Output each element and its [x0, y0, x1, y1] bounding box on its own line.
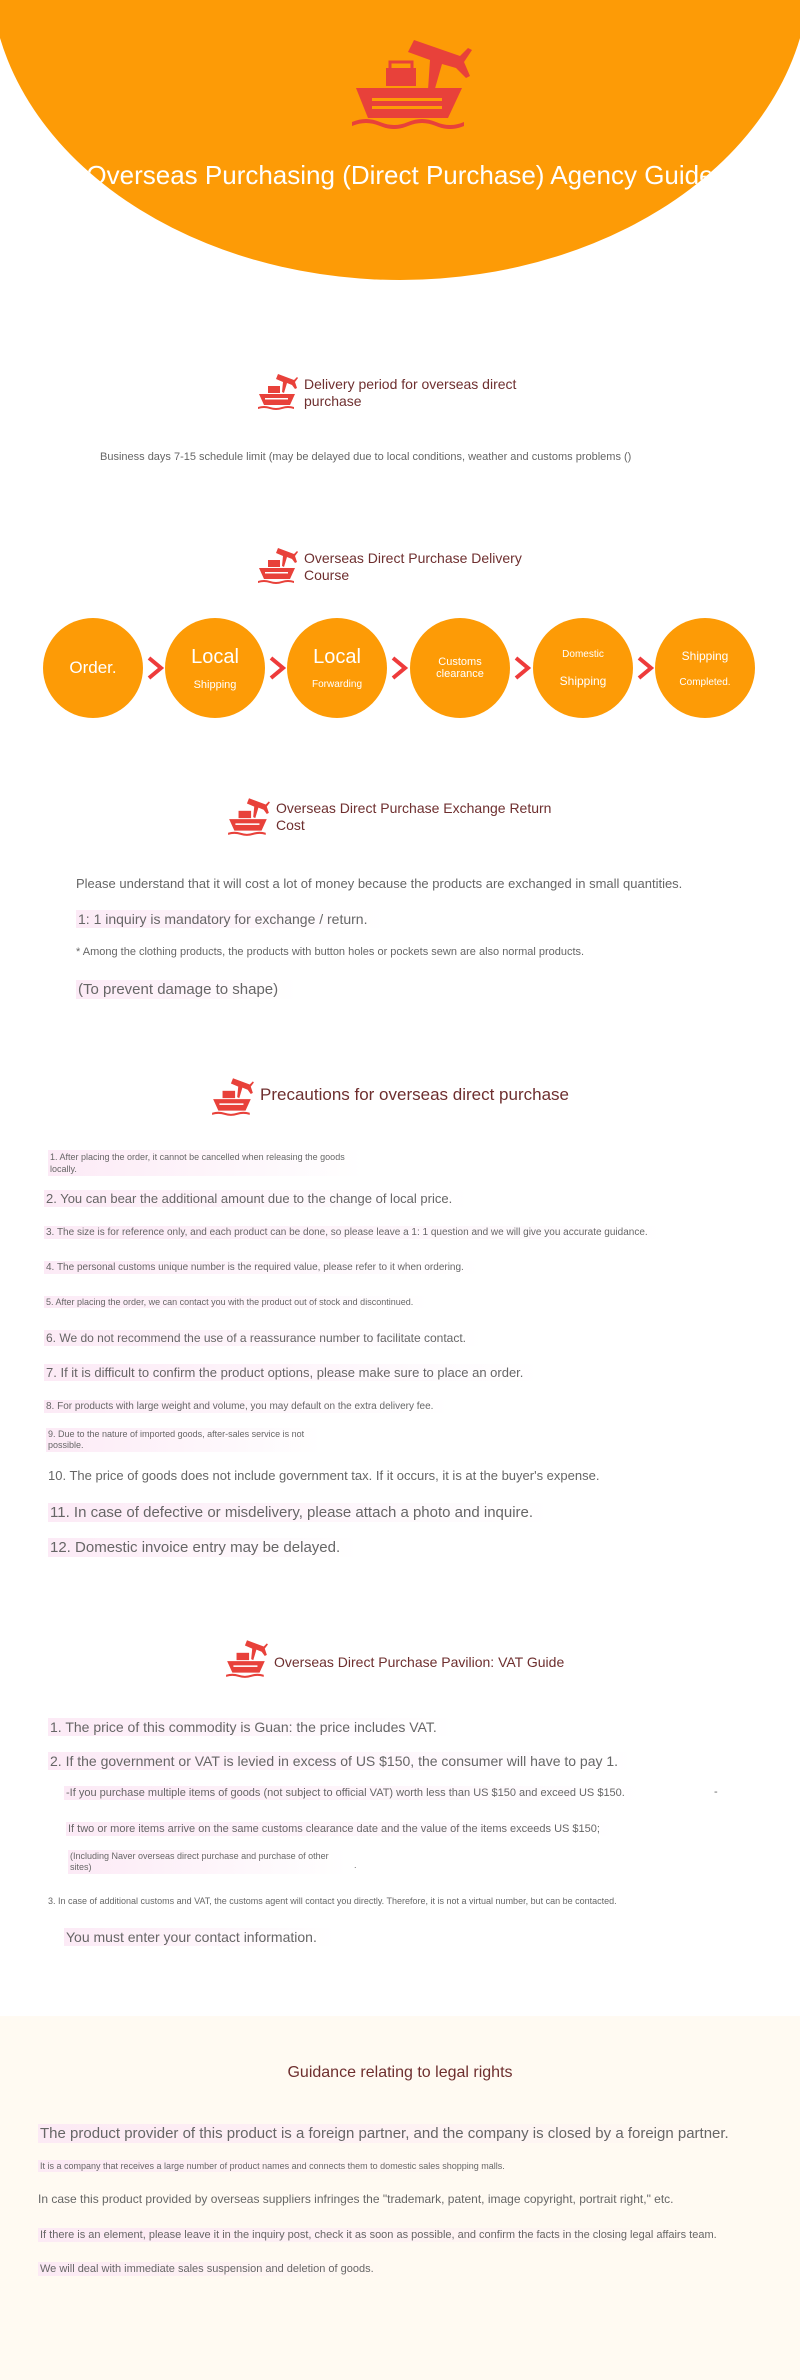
- exchange-line: Please understand that it will cost a lot of money because the products are exchanged in small quantities.: [76, 876, 683, 891]
- precaution-item: 5. After placing the order, we can contact you with the product out of stock and discontinued.: [44, 1296, 431, 1308]
- heading-line: Overseas Direct Purchase Exchange Return: [276, 800, 552, 816]
- vat-line: If two or more items arrive on the same customs clearance date and the value of the items exceeds US $150;: [66, 1822, 618, 1836]
- ship-plane-icon: [212, 1072, 254, 1118]
- precaution-item: 10. The price of goods does not include government tax. If it occurs, it is at the buyer's expense.: [48, 1468, 600, 1483]
- precaution-item: 1. After placing the order, it cannot be cancelled when releasing the goods locally.: [48, 1150, 363, 1176]
- precaution-item: 8. For products with large weight and volume, you may default on the extra delivery fee.: [44, 1400, 451, 1413]
- heading-line: Overseas Direct Purchase Pavilion: VAT Guide: [274, 1654, 565, 1670]
- precaution-item: 11. In case of defective or misdelivery, please attach a photo and inquire.: [48, 1503, 551, 1522]
- legal-line: We will deal with immediate sales suspension and deletion of goods.: [38, 2262, 392, 2276]
- legal-rights-section: [0, 2016, 800, 2380]
- vat-guide-heading: [226, 1634, 564, 1680]
- heading-line: Course: [304, 567, 350, 583]
- exchange-line: * Among the clothing products, the products with button holes or pockets sewn are also normal products.: [76, 946, 585, 958]
- heading-line: Cost: [276, 817, 305, 833]
- step-customs-clearance: Customs clearance: [410, 618, 510, 718]
- legal-line: The product provider of this product is a foreign partner, and the company is closed by a foreign partner.: [38, 2124, 747, 2143]
- vat-line: -: [714, 1786, 718, 1798]
- step-local-forwarding: Local Forwarding: [287, 618, 387, 718]
- delivery-period-text: Business days 7-15 schedule limit (may be delayed due to local conditions, weather and customs problems (): [100, 451, 632, 463]
- delivery-course-heading: [258, 542, 522, 586]
- vat-line: .: [354, 1860, 357, 1870]
- ship-plane-icon: [258, 542, 298, 586]
- delivery-period-heading: [258, 368, 516, 412]
- vat-line: -If you purchase multiple items of goods (not subject to official VAT) worth less than US $150 and exceed US $150.: [64, 1786, 643, 1800]
- legal-line: In case this product provided by overseas suppliers infringes the "trademark, patent, image copyright, portrait right," etc.: [38, 2192, 674, 2206]
- heading-line: Precautions for overseas direct purchase: [260, 1085, 569, 1104]
- heading-line: Delivery period for overseas direct: [304, 376, 517, 392]
- vat-line: 1. The price of this commodity is Guan: the price includes VAT.: [48, 1718, 455, 1736]
- precaution-item: 9. Due to the nature of imported goods, after-sales service is not possible.: [46, 1428, 322, 1452]
- exchange-line: (To prevent damage to shape): [76, 980, 296, 999]
- chevron-right-icon: [145, 656, 165, 680]
- legal-heading: Guidance relating to legal rights: [287, 2064, 513, 2081]
- ship-plane-icon: [258, 368, 298, 412]
- chevron-right-icon: [267, 656, 287, 680]
- precaution-item: 4. The personal customs unique number is the required value, please refer to it when ordering.: [44, 1261, 482, 1274]
- vat-line: (Including Naver overseas direct purchase and purchase of other sites): [68, 1850, 347, 1874]
- step-local-shipping: Local Shipping: [165, 618, 265, 718]
- chevron-right-icon: [389, 656, 409, 680]
- heading-line: Overseas Direct Purchase Delivery: [304, 550, 522, 566]
- vat-line: 3. In case of additional customs and VAT, the customs agent will contact you directly. Therefore, it is not a virtual number, but can be contacted.: [48, 1896, 617, 1906]
- exchange-return-heading: [228, 792, 551, 838]
- chevron-right-icon: [512, 656, 532, 680]
- vat-line: You must enter your contact information.: [64, 1928, 335, 1946]
- step-shipping-completed: Shipping Completed.: [655, 618, 755, 718]
- precaution-item: 2. You can bear the additional amount due to the change of local price.: [44, 1190, 470, 1207]
- vat-line: 2. If the government or VAT is levied in excess of US $150, the consumer will have to pay 1.: [48, 1752, 636, 1770]
- step-domestic-shipping: Domestic Shipping: [533, 618, 633, 718]
- ship-plane-icon: [228, 792, 270, 838]
- ship-plane-icon: [226, 1634, 268, 1680]
- hero-title: Overseas Purchasing (Direct Purchase) Agency Guide: [86, 160, 714, 190]
- exchange-line: 1: 1 inquiry is mandatory for exchange / return.: [76, 910, 385, 928]
- step-order: Order.: [43, 618, 143, 718]
- precaution-item: 6. We do not recommend the use of a reassurance number to facilitate contact.: [44, 1330, 484, 1346]
- heading-line: purchase: [304, 393, 362, 409]
- hero-banner: [0, 0, 800, 280]
- precaution-item: 7. If it is difficult to confirm the product options, please make sure to place an order.: [44, 1364, 541, 1381]
- chevron-right-icon: [635, 656, 655, 680]
- legal-line: If there is an element, please leave it in the inquiry post, check it as soon as possible, and confirm the facts in the closing legal affairs team.: [38, 2228, 735, 2242]
- legal-line: It is a company that receives a large number of product names and connects them to domestic sales shopping malls.: [38, 2160, 523, 2172]
- precautions-heading: [212, 1072, 569, 1118]
- precaution-item: 3. The size is for reference only, and each product can be done, so please leave a 1: 1 question and we will give you accurate guidance.: [44, 1226, 666, 1239]
- precaution-item: 12. Domestic invoice entry may be delayed.: [48, 1538, 358, 1557]
- ship-plane-icon: [352, 18, 472, 130]
